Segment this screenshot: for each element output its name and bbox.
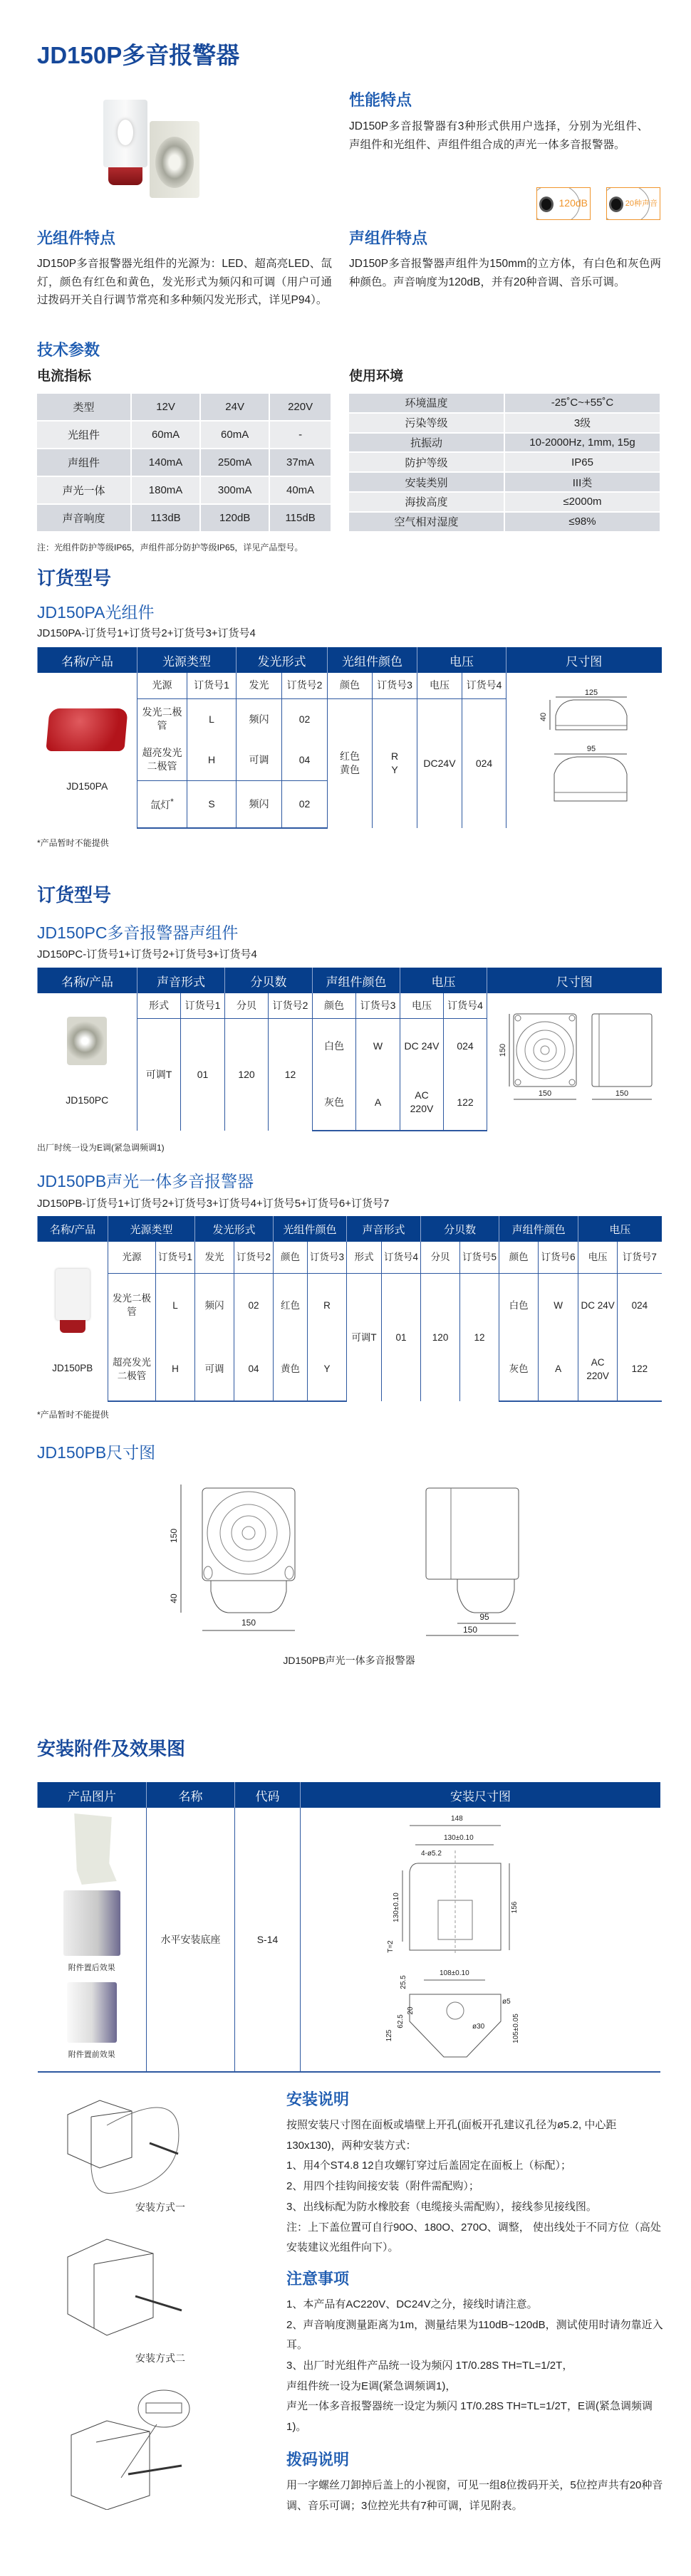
pb-subheaders-5: 订货号3 — [308, 1242, 347, 1273]
tech-current-headers-2: 24V — [201, 394, 270, 420]
acc-dims-f: T=2 — [386, 1940, 395, 1953]
pc-dims-height: 150 — [499, 1043, 508, 1057]
pb-subheaders-8: 分贝 — [421, 1242, 460, 1273]
sound-text: JD150P多音报警器声组件为150mm的立方体，有白色和灰色两种颜色。声音响度为120dB，并有20种音调、音乐可调。 — [349, 258, 661, 288]
pa-voltage: DC24V — [417, 698, 462, 828]
pa-title: JD150PA光组件 — [37, 603, 155, 622]
install-section — [286, 2088, 664, 2516]
pb-rows-1-code2: 04 — [234, 1337, 274, 1401]
tech-current-rows-2-0: 声光一体 — [37, 477, 132, 503]
pc-product-cell — [38, 993, 137, 1131]
pb-dimension-drawing — [157, 1485, 541, 1638]
install-items-1: 2、用四个挂钩间接安装（附件需配购）； — [286, 2180, 479, 2193]
pc-voltages-0-v: DC 24V — [400, 1018, 444, 1074]
acc-dims-a: 148 — [450, 1815, 463, 1823]
pa-subheaders-1: 订货号1 — [187, 673, 237, 698]
front-mount-photo — [67, 1982, 117, 2043]
pb-subheaders-10: 颜色 — [499, 1242, 539, 1273]
pc-headers-1: 声音形式 — [137, 968, 225, 993]
pa-code4: 024 — [462, 698, 506, 828]
pc-headers-5: 尺寸图 — [487, 968, 662, 993]
env-heading: 使用环境 — [349, 369, 404, 384]
acc-dims-e: 156 — [510, 1901, 519, 1914]
pa-rows-2-code2: 02 — [282, 780, 328, 828]
pb-subheaders-11: 订货号6 — [539, 1242, 578, 1273]
tech-env-6-0: 空气相对湿度 — [349, 513, 505, 531]
dip-switch-drawing — [68, 2389, 196, 2510]
pa-order-table — [37, 647, 662, 829]
pb-form: 可调T — [347, 1273, 382, 1401]
pa-rows-0-source: 发光二极管 — [137, 698, 187, 740]
install-method-1-drawing — [64, 2097, 192, 2197]
tech-note: 注：光组件防护等级IP65，声组件部分防护等级IP65，详见产品型号。 — [37, 543, 303, 553]
pa-colors-1-name: 黄色 — [340, 764, 360, 776]
pa-colors-0-code: R — [390, 750, 399, 763]
pa-rows-0-code1: L — [187, 698, 237, 740]
current-heading: 电流指标 — [37, 369, 92, 384]
pc-colors-0-name: 白色 — [313, 1018, 356, 1074]
pb-rows-0-code1: L — [156, 1273, 195, 1337]
install-method-2-drawing — [64, 2236, 192, 2350]
pa-dims-base: 95 — [586, 744, 596, 753]
pc-colors-0-code: W — [356, 1018, 400, 1074]
pa-note: *产品暂时不能提供 — [37, 838, 109, 848]
pb-subheaders-12: 电压 — [578, 1242, 618, 1273]
acc-photos-cell — [38, 1808, 147, 2072]
pc-voltages-0-code: 024 — [444, 1018, 487, 1074]
acc-dims-m: 125 — [385, 2029, 393, 2042]
pc-order-table — [37, 968, 662, 1131]
product-photo — [103, 100, 274, 210]
tech-current-rows-1-3: 37mA — [270, 449, 332, 476]
pb-rows-1-v: AC 220V — [578, 1337, 618, 1401]
pa-product-photo — [46, 708, 128, 751]
pb-formula: JD150PB-订货号1+订货号2+订货号3+订货号4+订货号5+订货号6+订货号7 — [37, 1198, 390, 1210]
pc-subheaders-1: 订货号1 — [181, 993, 225, 1018]
dip-heading: 拨码说明 — [286, 2450, 350, 2468]
env-table — [349, 392, 661, 533]
tech-current-rows-2-3: 40mA — [270, 477, 332, 503]
pb-headers-3: 光组件颜色 — [274, 1216, 347, 1242]
notice-heading: 注意事项 — [286, 2269, 350, 2288]
pc-code1: 01 — [181, 1018, 225, 1131]
pa-headers-2: 发光形式 — [237, 647, 328, 673]
pb-headers-7: 电压 — [578, 1216, 662, 1242]
tech-current-rows-2-2: 300mA — [201, 477, 270, 503]
pbdim-w1: 150 — [241, 1618, 256, 1628]
page-title: JD150P多音报警器 — [37, 42, 240, 68]
pb-rows-1-source: 超亮发光二极管 — [108, 1337, 156, 1401]
pb-rows-0-code6: W — [539, 1273, 578, 1337]
pb-db: 120 — [421, 1273, 460, 1401]
pb-product-photo — [56, 1269, 90, 1333]
pc-title: JD150PC多音报警器声组件 — [37, 923, 239, 942]
pa-rows-2-mode: 频闪 — [237, 780, 282, 828]
pb-subheaders-7: 订货号4 — [382, 1242, 421, 1273]
pb-rows-0-mode: 频闪 — [195, 1273, 234, 1337]
pbdim-caption: JD150PB声光一体多音报警器 — [283, 1655, 415, 1666]
pb-subheaders-2: 发光 — [195, 1242, 234, 1273]
pb-code4: 01 — [382, 1273, 421, 1401]
tech-current-rows-1-2: 250mA — [201, 449, 270, 476]
tech-env-0-1: -25˚C~+55˚C — [505, 394, 661, 412]
pc-subheaders-4: 颜色 — [313, 993, 356, 1018]
pb-note: *产品暂时不能提供 — [37, 1410, 109, 1420]
pb-subheaders-9: 订货号5 — [460, 1242, 499, 1273]
pb-product: JD150PB — [52, 1362, 93, 1373]
sound-heading: 声组件特点 — [349, 229, 428, 247]
pb-rows-1-mode: 可调 — [195, 1337, 234, 1401]
pb-headers-6: 声组件颜色 — [499, 1216, 578, 1242]
install-intro: 按照安装尺寸图在面板或墙壁上开孔(面板开孔建议孔径为ø5.2, 中心距130x130)，两种安装方式： — [286, 2119, 617, 2152]
acc-name: 水平安装底座 — [147, 1808, 235, 2072]
pa-rows-1-code1: H — [187, 740, 237, 780]
pb-rows-1-color: 黄色 — [274, 1337, 308, 1401]
pc-subheaders-2: 分贝 — [225, 993, 269, 1018]
pb-rows-1-code6: A — [539, 1337, 578, 1401]
acc-captions-1: 附件置前效果 — [68, 2051, 115, 2059]
pb-subheaders-1: 订货号1 — [156, 1242, 195, 1273]
pb-subheaders-3: 订货号2 — [234, 1242, 274, 1273]
acc-table — [37, 1782, 660, 2073]
acc-dims-g: 25.5 — [399, 1975, 407, 1989]
badge-120db — [536, 187, 591, 220]
features-badges-1-label: 20种声音 — [625, 199, 658, 208]
pa-dims-height: 40 — [539, 712, 548, 721]
pb-subheaders-4: 颜色 — [274, 1242, 308, 1273]
pb-rows-0-v: DC 24V — [578, 1273, 618, 1337]
acc-dimension-drawing — [301, 1808, 661, 2072]
install-items-0: 1、用4个ST4.8 12自攻螺钉穿过后盖固定在面板上（标配）； — [286, 2159, 572, 2172]
order-heading: 订货型号 — [37, 567, 112, 589]
pc-headers-0: 名称/产品 — [38, 968, 137, 993]
pc-dimension-drawing — [487, 993, 662, 1131]
tech-current-rows-0-0: 光组件 — [37, 422, 132, 448]
features-text: JD150P多音报警器有3种形式供用户选择，分别为光组件、声组件和光组件、声组件组合成的声光一体多音报警器。 — [349, 120, 648, 151]
pb-rows-0-color: 红色 — [274, 1273, 308, 1337]
tech-current-headers-3: 220V — [270, 394, 332, 420]
pbdim-heading: JD150PB尺寸图 — [37, 1443, 156, 1462]
tech-env-1-0: 污染等级 — [349, 414, 505, 432]
pc-dims-width: 150 — [539, 1089, 552, 1098]
notice-items-1: 2、声音响度测量距离为1m，测量结果为110dB~120dB，测试使用时请勿靠近入耳。 — [286, 2318, 663, 2352]
pa-subheaders-6: 电压 — [417, 673, 462, 698]
tech-env-3-0: 防护等级 — [349, 453, 505, 471]
tech-current-headers-0: 类型 — [37, 394, 132, 420]
pa-formula: JD150PA-订货号1+订货号2+订货号3+订货号4 — [37, 627, 256, 639]
pa-colors-0-name: 红色 — [340, 750, 360, 763]
pa-subheaders-0: 光源 — [137, 673, 187, 698]
pb-rows-1-code3: Y — [308, 1337, 347, 1401]
pb-headers-4: 声音形式 — [347, 1216, 421, 1242]
tech-env-2-0: 抗振动 — [349, 434, 505, 452]
pa-rows-2-mark: * — [170, 797, 174, 807]
pa-subheaders-5: 订货号3 — [373, 673, 417, 698]
pc-product-photo — [67, 1017, 107, 1065]
pbdim-h2: 40 — [169, 1593, 179, 1603]
pc-headers-4: 电压 — [400, 968, 487, 993]
acc-dims-i: 20 — [406, 2006, 415, 2015]
pc-db: 120 — [225, 1018, 269, 1131]
pa-dimension-drawing — [506, 673, 662, 828]
order-heading-2: 订货型号 — [37, 884, 112, 906]
acc-dims-j: ø5 — [502, 1998, 511, 2006]
dip-text: 用一字螺丝刀卸掉后盖上的小视窗，可见一组8位拨码开关，5位控声共有20种音调、音乐可调；3位控光共有7种可调，详见附表。 — [286, 2478, 663, 2512]
acc-captions-0: 附件置后效果 — [68, 1964, 115, 1972]
acc-dims-d: 130±0.10 — [392, 1892, 400, 1922]
badge-20-sounds — [606, 187, 660, 220]
tech-heading: 技术参数 — [37, 341, 100, 359]
pa-rows-1-code2: 04 — [282, 740, 328, 780]
pc-product: JD150PC — [66, 1094, 109, 1106]
tech-current-rows-0-1: 60mA — [132, 422, 201, 448]
tech-env-5-0: 海拔高度 — [349, 493, 505, 511]
pc-subheaders-0: 形式 — [137, 993, 181, 1018]
pa-headers-5: 尺寸图 — [506, 647, 662, 673]
pb-rows-0-code2: 02 — [234, 1273, 274, 1337]
pa-headers-3: 光组件颜色 — [328, 647, 417, 673]
tech-env-0-0: 环境温度 — [349, 394, 505, 412]
pa-headers-4: 电压 — [417, 647, 506, 673]
pc-headers-2: 分贝数 — [225, 968, 313, 993]
notice-sub-1: 声光一体多音报警器统一设定为频闪 1T/0.28S TH=TL=1/2T，E调(紧急调频调1)。 — [286, 2400, 653, 2434]
pa-rows-1-source: 超亮发光二极管 — [137, 740, 187, 780]
tech-current-rows-0-3: - — [270, 422, 332, 448]
speaker-icon — [609, 197, 623, 212]
acc-heading: 安装附件及效果图 — [37, 1738, 186, 1759]
pa-dims-width: 125 — [584, 688, 598, 697]
pa-subheaders-3: 订货号2 — [282, 673, 328, 698]
acc-dims-c: 4-ø5.2 — [420, 1850, 442, 1858]
pb-subheaders-0: 光源 — [108, 1242, 156, 1273]
tech-current-rows-0-2: 60mA — [201, 422, 270, 448]
pc-voltages-1-code: 122 — [444, 1074, 487, 1131]
tech-current-rows-3-3: 115dB — [270, 505, 332, 531]
tech-env-2-1: 10-2000Hz, 1mm, 15g — [505, 434, 661, 452]
install-items-2: 3、出线标配为防水橡胶套（电缆接头需配购），接线参见接线图。 — [286, 2200, 597, 2213]
tech-current-headers-1: 12V — [132, 394, 201, 420]
pb-order-table — [37, 1216, 662, 1402]
pb-product-cell — [38, 1242, 108, 1401]
pb-headers-0: 名称/产品 — [38, 1216, 108, 1242]
notice-sub-0: 声组件统一设为E调(紧急调频调1)， — [286, 2379, 457, 2392]
current-table — [37, 392, 332, 533]
acc-dims-b: 130±0.10 — [443, 1834, 474, 1842]
pa-colors-1-code: Y — [391, 764, 398, 776]
pc-subheaders-6: 电压 — [400, 993, 444, 1018]
pc-dims-depth: 150 — [615, 1089, 629, 1098]
pa-rows-2-code1: S — [187, 780, 237, 828]
pa-rows-0-mode: 频闪 — [237, 698, 282, 740]
light-heading: 光组件特点 — [37, 229, 116, 247]
install-note: 注：上下盖位置可自行90O、180O、270O、调整， 使出线处于不同方位（高处安装建议光组件向下）。 — [286, 2221, 661, 2254]
acc-headers-2: 代码 — [235, 1782, 301, 1808]
pb-headers-5: 分贝数 — [421, 1216, 499, 1242]
pb-rows-1-scolor: 灰色 — [499, 1337, 539, 1401]
tech-current-rows-1-1: 140mA — [132, 449, 201, 476]
pa-subheaders-4: 颜色 — [328, 673, 373, 698]
features-heading: 性能特点 — [349, 91, 412, 109]
pb-rows-0-code7: 024 — [618, 1273, 662, 1337]
bracket-photo — [67, 1813, 117, 1885]
pbdim-w3: 150 — [462, 1625, 478, 1635]
pbdim-h1: 150 — [169, 1528, 179, 1544]
features-badges-0-label: 120dB — [558, 197, 588, 209]
pc-colors-1-code: A — [356, 1074, 400, 1131]
pa-subheaders-2: 发光 — [237, 673, 282, 698]
light-text: JD150P多音报警器光组件的光源为：LED、超高亮LED、氙灯，颜色有红色和黄色，发光形式为频闪和可调（用户可通过拨码开关自行调节常亮和多种频闪发光形式，详见P94）。 — [37, 258, 332, 306]
pa-subheaders-7: 订货号4 — [462, 673, 506, 698]
tech-current-rows-3-1: 113dB — [132, 505, 201, 531]
pc-form: 可调T — [137, 1018, 181, 1131]
pb-rows-0-source: 发光二极管 — [108, 1273, 156, 1337]
tech-current-rows-1-0: 声组件 — [37, 449, 132, 476]
pb-rows-1-code1: H — [156, 1337, 195, 1401]
pa-headers-1: 光源类型 — [137, 647, 237, 673]
pbdim-w2: 95 — [479, 1612, 489, 1622]
pb-rows-0-code3: R — [308, 1273, 347, 1337]
pa-product: JD150PA — [66, 780, 108, 792]
pa-headers-0: 名称/产品 — [38, 647, 137, 673]
acc-code: S-14 — [235, 1808, 301, 2072]
acc-headers-3: 安装尺寸图 — [301, 1782, 661, 1808]
install-method-2-caption: 安装方式二 — [135, 2352, 185, 2364]
pb-title: JD150PB声光一体多音报警器 — [37, 1172, 254, 1190]
pc-headers-3: 声组件颜色 — [313, 968, 400, 993]
tech-env-6-1: ≤98% — [505, 513, 661, 531]
pc-voltages-1-v: AC 220V — [400, 1074, 444, 1131]
tech-env-3-1: IP65 — [505, 453, 661, 471]
tech-env-4-1: III类 — [505, 473, 661, 491]
pc-code2: 12 — [269, 1018, 313, 1131]
tech-env-5-1: ≤2000m — [505, 493, 661, 511]
tech-current-rows-3-2: 120dB — [201, 505, 270, 531]
pc-formula: JD150PC-订货号1+订货号2+订货号3+订货号4 — [37, 948, 257, 960]
pb-rows-0-scolor: 白色 — [499, 1273, 539, 1337]
tech-env-4-0: 安装类别 — [349, 473, 505, 491]
notice-items-2: 3、出厂时光组件产品统一设为频闪 1T/0.28S TH=TL=1/2T， — [286, 2360, 573, 2372]
acc-dims-k: 62.5 — [396, 2014, 405, 2028]
install-method-1-caption: 安装方式一 — [135, 2201, 185, 2213]
pa-rows-2-source: 氙灯 — [150, 800, 171, 812]
tech-current-rows-2-1: 180mA — [132, 477, 201, 503]
pb-headers-1: 光源类型 — [108, 1216, 195, 1242]
pb-subheaders-13: 订货号7 — [618, 1242, 662, 1273]
pc-subheaders-5: 订货号3 — [356, 993, 400, 1018]
speaker-icon — [539, 197, 554, 212]
acc-dims-h: 108±0.10 — [439, 1969, 469, 1977]
notice-items-0: 1、本产品有AC220V、DC24V之分，接线时请注意。 — [286, 2298, 538, 2310]
rear-mount-photo — [63, 1890, 120, 1956]
pa-product-cell — [38, 673, 137, 828]
install-heading: 安装说明 — [286, 2090, 350, 2108]
pa-rows-1-mode: 可调 — [237, 740, 282, 780]
pb-code5: 12 — [460, 1273, 499, 1401]
tech-current-rows-3-0: 声音响度 — [37, 505, 132, 531]
tech-env-1-1: 3级 — [505, 414, 661, 432]
pc-note: 出厂时统一设为E调(紧急调频调1) — [37, 1143, 165, 1153]
pb-rows-1-code7: 122 — [618, 1337, 662, 1401]
pb-headers-2: 发光形式 — [195, 1216, 274, 1242]
acc-dims-n: 105±0.05 — [511, 2014, 520, 2043]
acc-dims-l: ø30 — [472, 2023, 484, 2031]
pc-subheaders-3: 订货号2 — [269, 993, 313, 1018]
pb-subheaders-6: 形式 — [347, 1242, 382, 1273]
acc-headers-0: 产品图片 — [38, 1782, 147, 1808]
pc-subheaders-7: 订货号4 — [444, 993, 487, 1018]
acc-headers-1: 名称 — [147, 1782, 235, 1808]
pc-colors-1-name: 灰色 — [313, 1074, 356, 1131]
pa-rows-0-code2: 02 — [282, 698, 328, 740]
